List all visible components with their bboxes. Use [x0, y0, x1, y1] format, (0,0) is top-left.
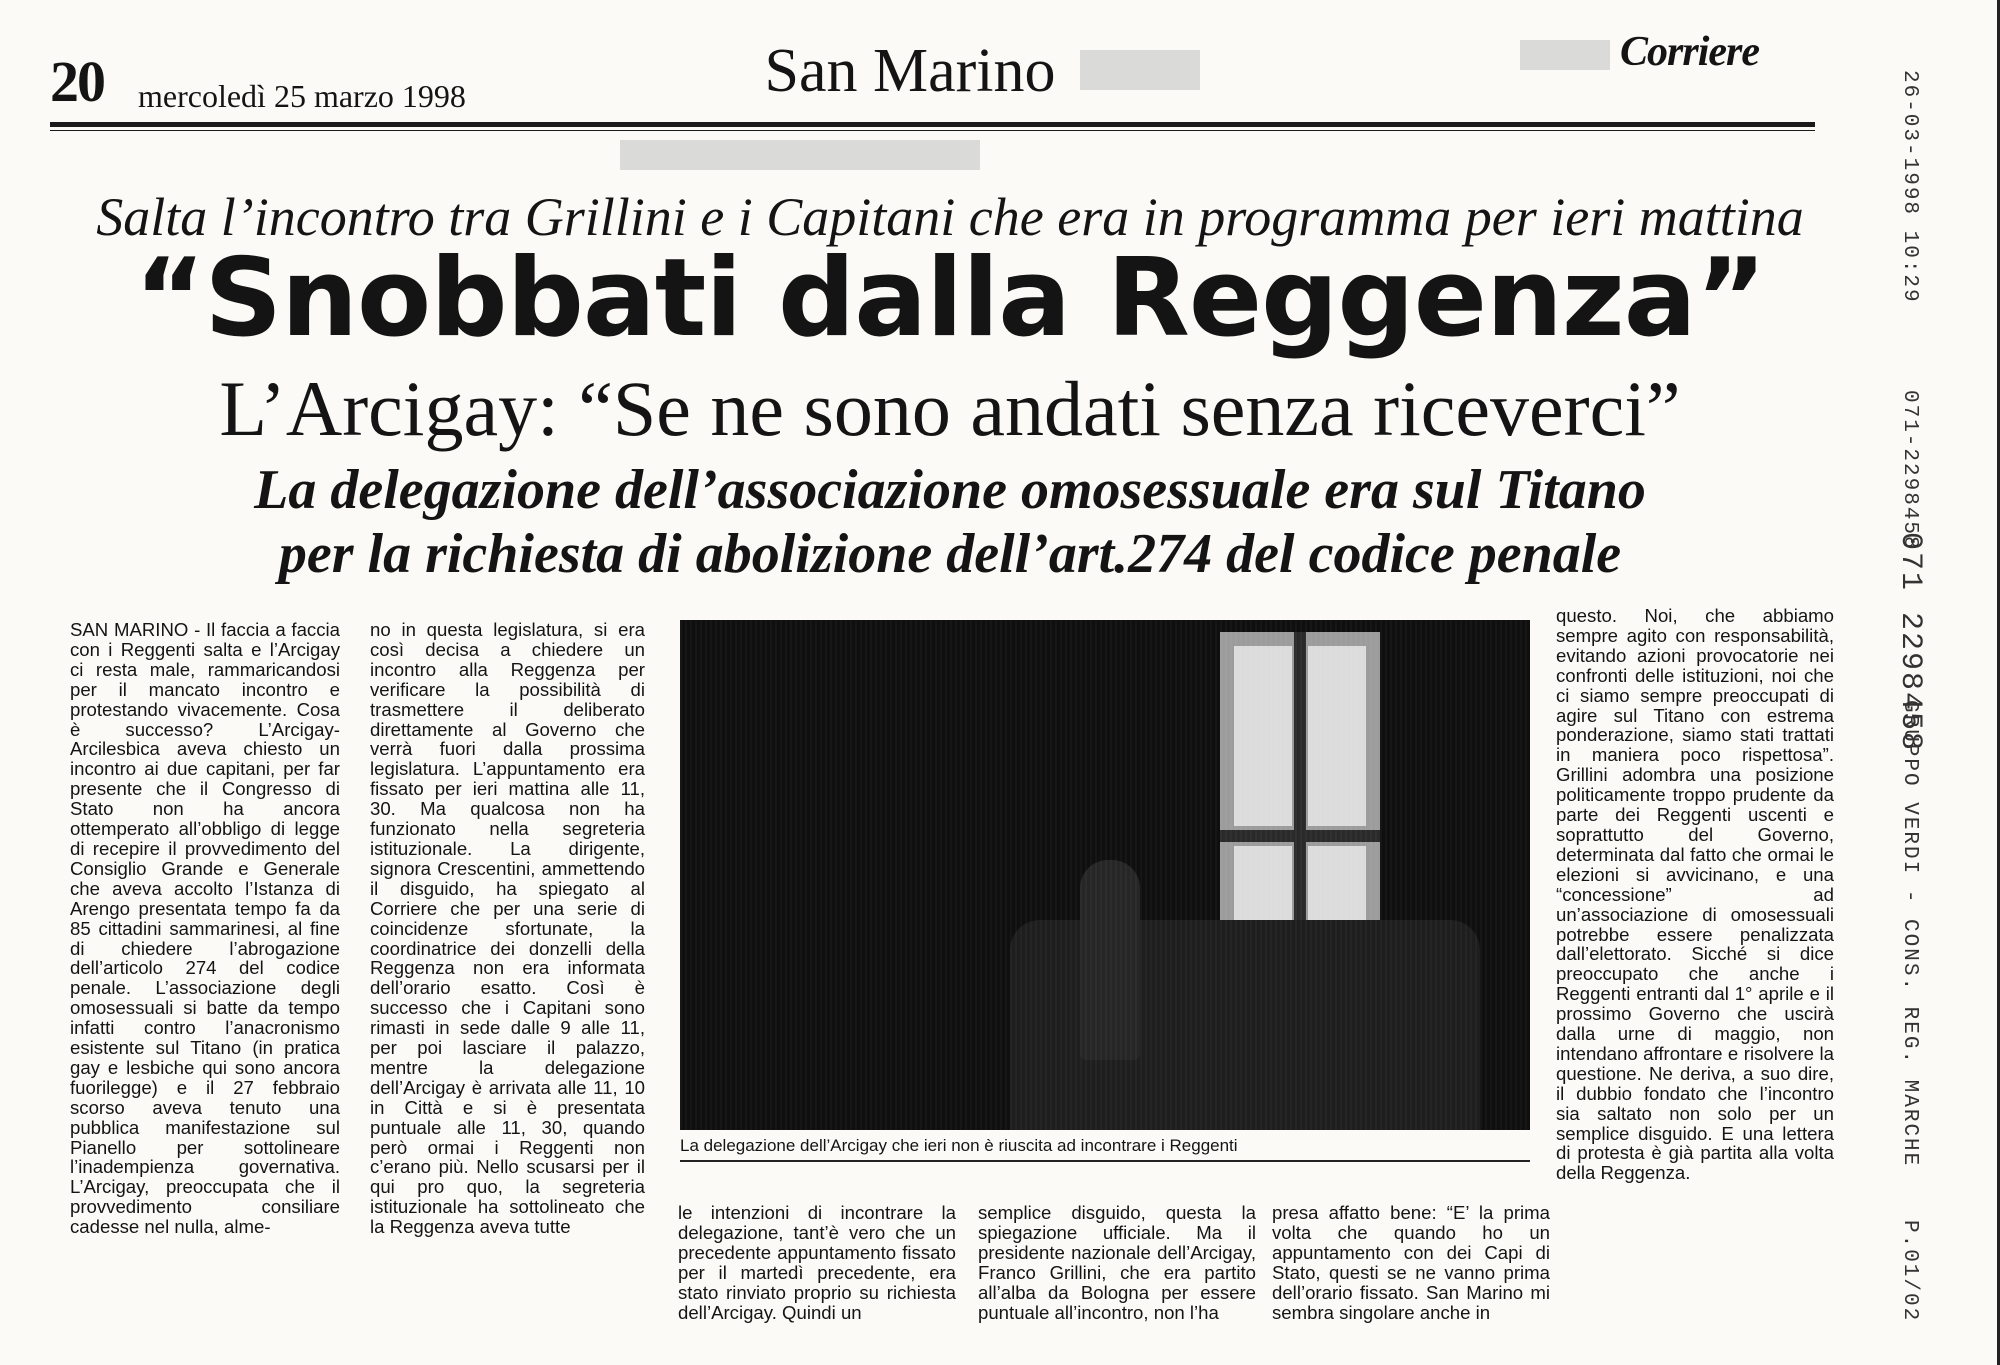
- column-text: SAN MARINO - Il faccia a faccia con i Reggenti salta e l’Arcigay ci resta male, rammaricandosi per il mancato incontro e protestando vivacemente. Cosa è successo? L’Arcigay-Arcilesbica aveva chiesto un incontro ai due capitani, per far presente che il Congresso di Stato non ha ancora ottemperato all’obbligo di legge di recepire il provvedimento del Consiglio Grande e Generale che aveva accolto l’Istanza di Arengo presentata tempo fa da 85 cittadini sammarinesi, al fine di chiedere l’abrogazione dell’articolo 274 del codice penale. L’associazione degli omosessuali si batte da tempo infatti contro l’anacronismo esistente sul Titano (in pratica gay e lesbiche qui sono ancora fuorilegge) e il 27 febbraio scorso aveva tenuto una pubblica manifestazione sul Pianello per sottolineare l’inadempienza governativa. L’Arcigay, preoccupata che il provvedimento consiliare cadesse nel nulla, alme-: [70, 619, 340, 1238]
- article-column-2: [370, 620, 645, 1237]
- article-deck: [70, 458, 1830, 586]
- fax-sender: GRUPPO VERDI - CONS. REG. MARCHE: [1898, 700, 1921, 1168]
- fax-timestamp: 26-03-1998 10:29: [1898, 70, 1921, 304]
- caption-rule: [680, 1160, 1530, 1162]
- column-text: questo. Noi, che abbiamo sempre agito con responsabilità, evitando azioni provocatorie nei confronti delle istituzioni, noi che ci siamo sempre preoccupati di agire sul Titano con estrema ponderazione, siamo stati trattati in maniera poco rispettosa”. Grillini adombra una posizione politicamente troppo prudente da parte dei Reggenti uscenti e soprattutto del Governo, determinata dal fatto che ormai le elezioni si avvicinano, e una “concessione” ad un’associazione di omosessuali potrebbe essere penalizzata dall’elettorato. Sicché si dice preoccupato che anche i Reggenti entranti dal 1° aprile e il prossimo Governo che uscirà dalla urne di maggio, non intendano affrontare e risolvere la questione. Ne deriva, a suo dire, il dubbio fondato che l’incontro sia saltato non solo per un semplice disguido. E una lettera di protesta è già partita alla volta della Reggenza.: [1556, 605, 1834, 1184]
- issue-date: mercoledì 25 marzo 1998: [138, 78, 466, 114]
- article-column-4: [978, 1203, 1256, 1322]
- scan-smudge: [1520, 40, 1610, 70]
- article-subhead: L’Arcigay: “Se ne sono andati senza riceverci”: [219, 365, 1681, 452]
- column-text: le intenzioni di incontrare la delegazione, tant’è vero che un precedente appuntamento fissato per il martedì precedente, era stato rinviato proprio su richiesta dell’Arcigay. Quindi un: [678, 1202, 956, 1323]
- masthead-rule-thin: [50, 130, 1815, 131]
- column-text: presa affatto bene: “E’ la prima volta che quando ho un appuntamento con dei Capi di Stato, questi se ne vanno prima dell’orario fissato. San Marino mi sembra singolare anche in: [1272, 1202, 1550, 1323]
- deck-line-2: per la richiesta di abolizione dell’art.274 del codice penale: [278, 523, 1622, 585]
- article-column-1: [70, 620, 340, 1237]
- article-column-6: [1556, 606, 1834, 1183]
- newspaper-logo: Corriere: [1620, 29, 1759, 75]
- scan-smudge: [1080, 50, 1200, 90]
- column-text: no in questa legislatura, si era così decisa a chiedere un incontro alla Reggenza per verificare la possibilità di trasmettere il deliberato direttamente al Governo che verrà fuori dalla prossima legislatura. L’appuntamento era fissato per ieri mattina alle 11, 30. Ma qualcosa non ha funzionato nella segreteria istituzionale. La dirigente, signora Crescentini, ammettendo il disguido, ha spiegato al Corriere che per una serie di coincidenze sfortunate, la coordinatrice dei donzelli della Reggenza non era informata dell’orario esatto. Così è successo che i Capitani sono rimasti in sede dalle 9 alle 11, per poi lasciare il palazzo, mentre la delegazione dell’Arcigay è arrivata alle 11, 10 in Città e si è presentata puntuale alle 11, 30, quando però ormai i Reggenti non c’erano più. Nello scusarsi per il qui pro quo, la segreteria istituzionale ha sottolineato che la Reggenza aveva tutte: [370, 619, 645, 1238]
- page-number: 20: [50, 49, 104, 114]
- deck-line-1: La delegazione dell’associazione omosessuale era sul Titano: [254, 459, 1646, 521]
- column-text: semplice disguido, questa la spiegazione ufficiale. Ma il presidente nazionale dell’Arcigay, Franco Grillini, che era partito all’alba da Bologna per essere puntuale all’incontro, non l’ha: [978, 1202, 1256, 1323]
- section-title: San Marino: [764, 37, 1056, 105]
- photo-grain: [680, 620, 1530, 1130]
- fax-page: P.01/02: [1898, 1220, 1921, 1323]
- article-kicker: Salta l’incontro tra Grillini e i Capitani che era in programma per ieri mattina: [96, 187, 1804, 247]
- masthead-rule: [50, 122, 1815, 127]
- scan-smudge: [620, 140, 980, 170]
- article-column-5: [1272, 1203, 1550, 1322]
- fax-number-large: 071 2298458: [1893, 532, 1927, 753]
- photo-caption: La delegazione dell’Arcigay che ieri non è riuscita ad incontrare i Reggenti: [680, 1136, 1238, 1155]
- article-headline: “Snobbati dalla Reggenza”: [134, 236, 1766, 361]
- article-column-3: [678, 1203, 956, 1322]
- fax-number-small: 071-2298458: [1898, 390, 1921, 551]
- article-photo: [680, 620, 1530, 1130]
